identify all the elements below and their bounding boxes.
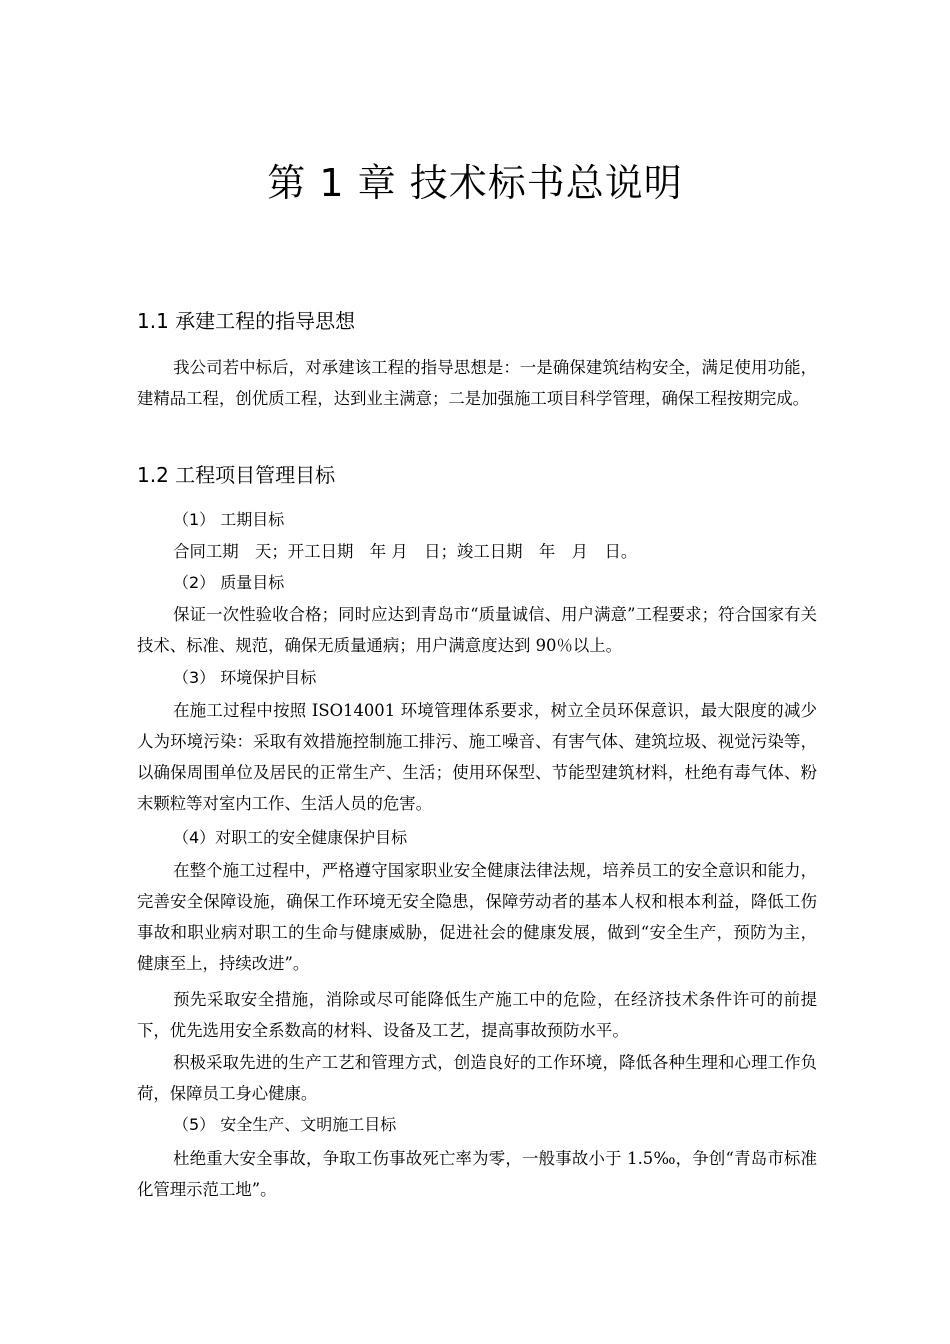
subheading-safe-production-goal: （5） 安全生产、文明施工目标 [173,1115,397,1134]
safe-production-paragraph: 杜绝重大安全事故，争取工伤事故死亡率为零，一般事故小于 1.5‰，争创“青岛市标准化管理示范工地”。 [137,1149,817,1199]
guiding-principle-paragraph: 我公司若中标后，对承建该工程的指导思想是：一是确保建筑结构安全，满足使用功能，建精品工程，创优质工程，达到业主满意；二是加强施工项目科学管理，确保工程按期完成。 [137,358,817,408]
worker-safety-paragraph-2: 预先采取安全措施，消除或尽可能降低生产施工中的危险，在经济技术条件许可的前提下，优先选用安全系数高的材料、设备及工艺，提高事故预防水平。 [137,990,817,1040]
chapter-title: 第 1 章 技术标书总说明 [267,161,683,205]
section-heading-1-2: 1.2 工程项目管理目标 [137,463,336,487]
quality-goal-paragraph: 保证一次性验收合格；同时应达到青岛市“质量诚信、用户满意”工程要求；符合国家有关技术、标准、规范，确保无质量通病；用户满意度达到 90％以上。 [137,605,817,655]
environment-goal-paragraph: 在施工过程中按照 ISO14001 环境管理体系要求，树立全员环保意识，最大限度的减少人为环境污染：采取有效措施控制施工排污、施工噪音、有害气体、建筑垃圾、视觉污染等，以确保周围单位及居民的正常生产、生活；使用环保型、节能型建筑材料，杜绝有毒气体、粉末颗粒等对室内工作、生活人员的危害。 [137,701,817,813]
worker-safety-paragraph-3: 积极采取先进的生产工艺和管理方式，创造良好的工作环境，降低各种生理和心理工作负荷，保障员工身心健康。 [137,1053,817,1103]
section-heading-1-1: 1.1 承建工程的指导思想 [137,309,356,333]
subheading-quality-goal: （2） 质量目标 [173,573,285,592]
schedule-goal-paragraph: 合同工期 天；开工日期 年 月 日；竣工日期 年 月 日。 [173,542,638,561]
worker-safety-paragraph-1: 在整个施工过程中，严格遵守国家职业安全健康法律法规，培养员工的安全意识和能力，完善安全保障设施，确保工作环境无安全隐患，保障劳动者的基本人权和根本利益，降低工伤事故和职业病对职工的生命与健康威胁，促进社会的健康发展，做到“安全生产，预防为主，健康至上，持续改进”。 [137,861,817,973]
subheading-worker-safety-goal: （4）对职工的安全健康保护目标 [173,828,408,847]
subheading-environment-goal: （3） 环境保护目标 [173,668,317,687]
subheading-schedule-goal: （1） 工期目标 [173,510,285,529]
